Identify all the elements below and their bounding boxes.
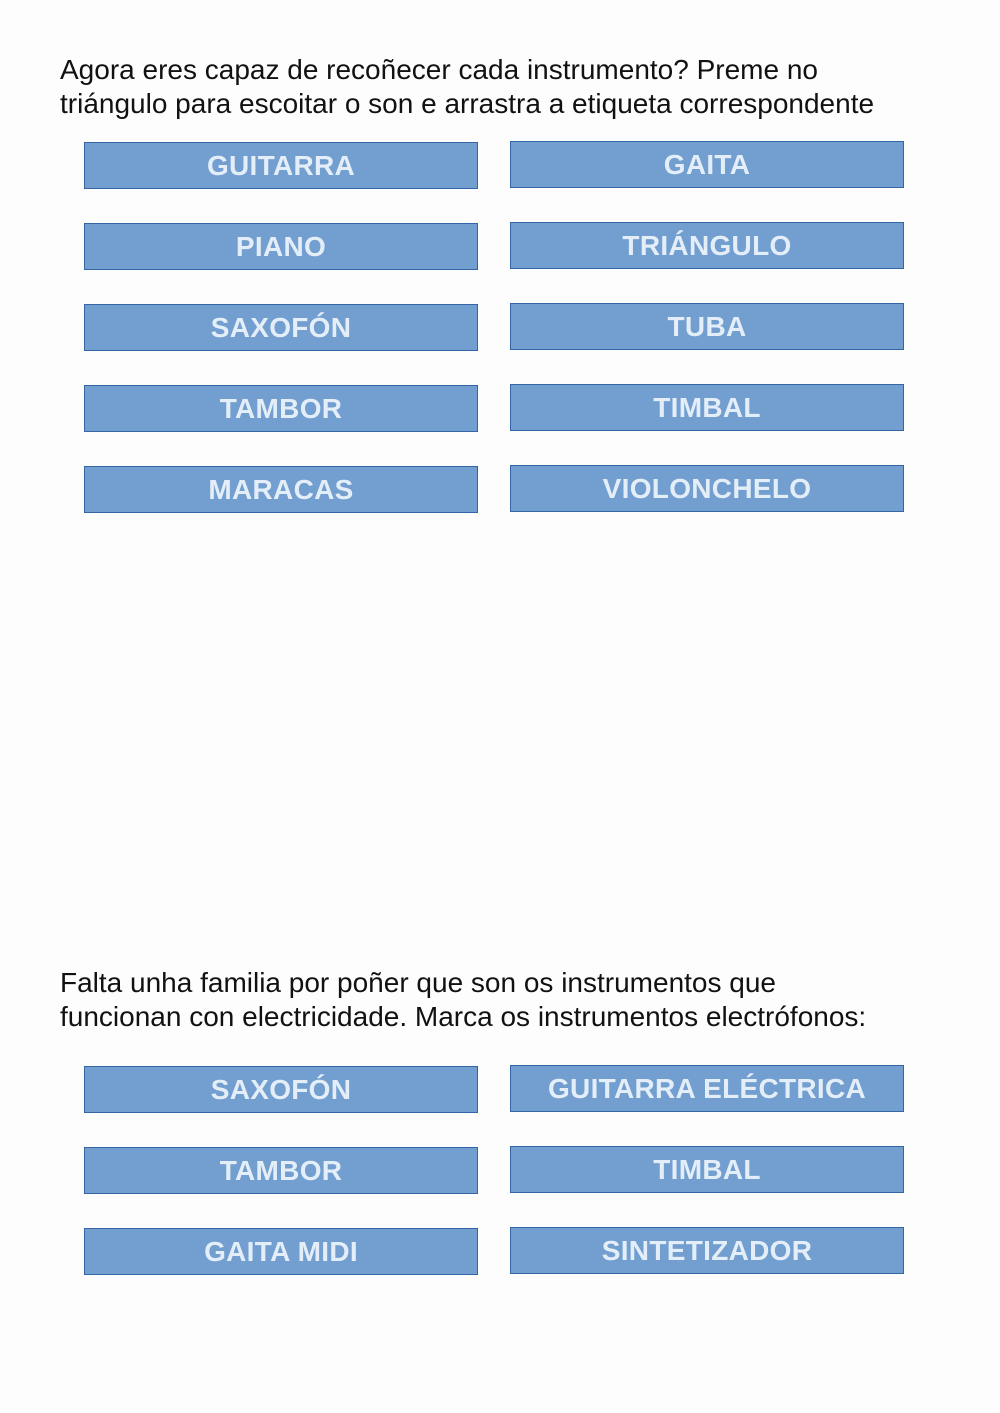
drag-label-tuba[interactable]: TUBA bbox=[510, 303, 904, 350]
drag-label-triangulo[interactable]: TRIÁNGULO bbox=[510, 222, 904, 269]
drag-label-saxofon[interactable]: SAXOFÓN bbox=[84, 304, 478, 351]
instruction-2-line: funcionan con electricidade. Marca os instrumentos electrófonos: bbox=[60, 1001, 867, 1032]
instruction-1 bbox=[60, 53, 960, 121]
drag-label-guitarra[interactable]: GUITARRA bbox=[84, 142, 478, 189]
instruction-2 bbox=[60, 966, 960, 1034]
instruction-1-line: triángulo para escoitar o son e arrastra a etiqueta correspondente bbox=[60, 88, 875, 119]
instruction-1-line: Agora eres capaz de recoñecer cada instrumento? Preme no bbox=[60, 54, 818, 85]
drag-label-gaita[interactable]: GAITA bbox=[510, 141, 904, 188]
option-guitarra-electrica[interactable]: GUITARRA ELÉCTRICA bbox=[510, 1065, 904, 1112]
drag-label-piano[interactable]: PIANO bbox=[84, 223, 478, 270]
instruction-2-line: Falta unha familia por poñer que son os instrumentos que bbox=[60, 967, 776, 998]
option-saxofon[interactable]: SAXOFÓN bbox=[84, 1066, 478, 1113]
option-sintetizador[interactable]: SINTETIZADOR bbox=[510, 1227, 904, 1274]
option-tambor[interactable]: TAMBOR bbox=[84, 1147, 478, 1194]
drag-label-timbal[interactable]: TIMBAL bbox=[510, 384, 904, 431]
drag-label-maracas[interactable]: MARACAS bbox=[84, 466, 478, 513]
option-gaita-midi[interactable]: GAITA MIDI bbox=[84, 1228, 478, 1275]
drag-label-violonchelo[interactable]: VIOLONCHELO bbox=[510, 465, 904, 512]
drag-label-tambor[interactable]: TAMBOR bbox=[84, 385, 478, 432]
option-timbal[interactable]: TIMBAL bbox=[510, 1146, 904, 1193]
